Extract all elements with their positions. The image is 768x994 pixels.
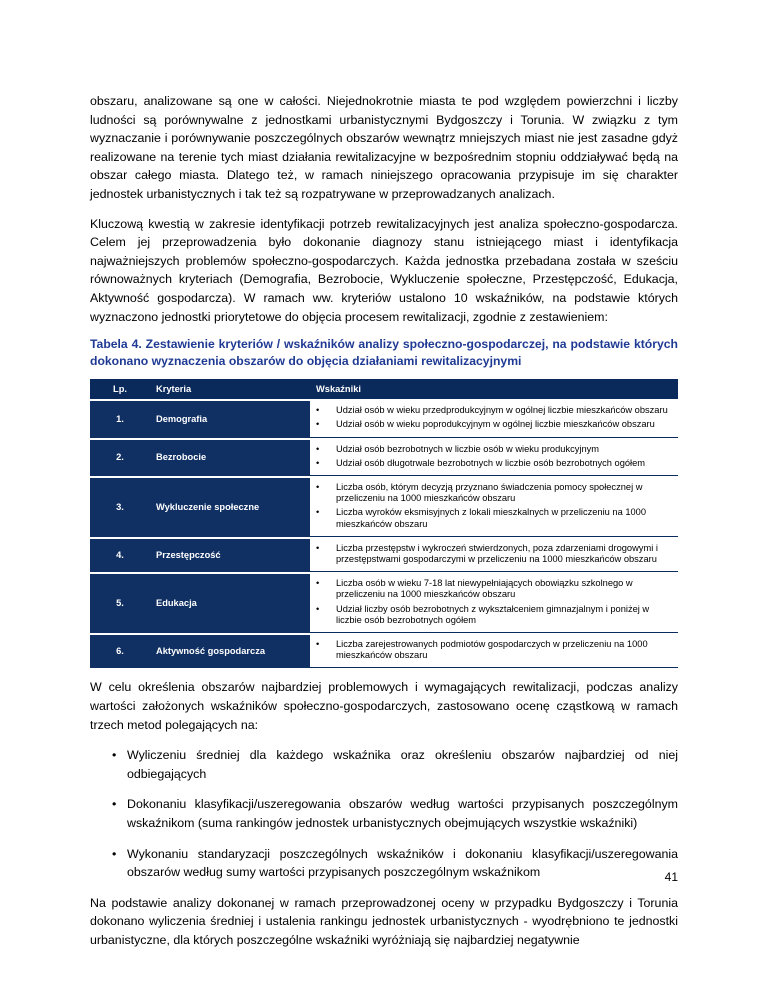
row-wskazniki xyxy=(310,440,678,476)
row-kryterium: Wykluczenie społeczne xyxy=(150,478,310,537)
row-lp: 2. xyxy=(90,440,150,476)
row-wskazniki xyxy=(310,401,678,437)
document-page xyxy=(90,92,678,950)
row-kryterium: Bezrobocie xyxy=(150,440,310,476)
table-row xyxy=(90,539,678,572)
method-item: • Dokonaniu klasyfikacji/uszeregowania obszarów według wartości przypisanych poszczególnym wskaźnikom (suma rankingów jednostek urbanistycznych obejmujących wszystkie wskaźniki) xyxy=(90,795,678,832)
row-lp: 3. xyxy=(90,478,150,537)
criteria-table-body xyxy=(90,401,678,668)
indicator-item: • Udział osób w wieku poprodukcyjnym w ogólnej liczbie mieszkańców obszaru xyxy=(310,419,672,430)
indicator-item: • Liczba osób, którym decyzją przyznano świadczenia pomocy społecznej w przeliczeniu na 1000 mieszkańców obszaru xyxy=(310,482,672,504)
header-lp: Lp. xyxy=(90,379,150,399)
row-lp: 4. xyxy=(90,539,150,572)
indicator-item: • Udział osób bezrobotnych w liczbie osób w wieku produkcyjnym xyxy=(310,444,672,455)
indicator-item: • Liczba przestępstw i wykroczeń stwierdzonych, poza zdarzeniami drogowymi i przestępstwami gospodarczymi w przeliczeniu na 1000 mieszkańców obszaru xyxy=(310,543,672,565)
row-kryterium: Aktywność gospodarcza xyxy=(150,635,310,668)
indicator-item: • Liczba wyroków eksmisyjnych z lokali mieszkalnych w przeliczeniu na 1000 mieszkańców obszaru xyxy=(310,507,672,529)
row-kryterium: Demografia xyxy=(150,401,310,437)
table-row xyxy=(90,401,678,437)
method-item: • Wykonaniu standaryzacji poszczególnych wskaźników i dokonaniu klasyfikacji/uszeregowania obszarów według sumy wartości przypisanych poszczególnym wskaźnikom xyxy=(90,845,678,882)
criteria-table xyxy=(90,377,678,670)
table-row xyxy=(90,574,678,633)
row-wskazniki xyxy=(310,478,678,537)
method-item: • Wyliczeniu średniej dla każdego wskaźnika oraz określeniu obszarów najbardziej od niej odbiegających xyxy=(90,746,678,783)
row-lp: 6. xyxy=(90,635,150,668)
paragraph-methods-intro: W celu określenia obszarów najbardziej problemowych i wymagających rewitalizacji, podczas analizy wartości założonych wskaźników społeczno-gospodarczych, zastosowano ocenę cząstkową w ramach trzech metod polegających na: xyxy=(90,680,678,732)
row-wskazniki xyxy=(310,635,678,668)
indicator-item: • Udział osób długotrwale bezrobotnych w liczbie osób bezrobotnych ogółem xyxy=(310,458,672,469)
header-kryteria: Kryteria xyxy=(150,379,310,399)
row-wskazniki xyxy=(310,539,678,572)
page-number: 41 xyxy=(664,870,678,884)
paragraph-conclusion: Na podstawie analizy dokonanej w ramach przeprowadzonej oceny w przypadku Bydgoszczy i Torunia dokonano wyliczenia średniej i ustalenia rankingu jednostek urbanistycznych - wyodrębniono te jednostki urbanistyczne, dla których poszczególne wskaźniki wyróżniają się najbardziej negatywnie xyxy=(90,895,678,947)
row-kryterium: Edukacja xyxy=(150,574,310,633)
header-wskazniki: Wskaźniki xyxy=(310,379,678,399)
row-lp: 5. xyxy=(90,574,150,633)
row-lp: 1. xyxy=(90,401,150,437)
indicator-item: • Udział liczby osób bezrobotnych z wykształceniem gimnazjalnym i poniżej w liczbie osób bezrobotnych ogółem xyxy=(310,604,672,626)
paragraph-intro: obszaru, analizowane są one w całości. Niejednokrotnie miasta te pod względem powierzchni i liczby ludności są porównywalne z jednostkami urbanistycznymi Bydgoszczy i Torunia. W związku z tym wyznaczanie i porównywanie poszczególnych obszarów wewnątrz mniejszych miast nie jest zasadne gdyż realizowane na terenie tych miast działania rewitalizacyjne w bezpośrednim stopniu oddziaływać będą na obszar całego miasta. Dlatego też, w ramach niniejszego opracowania przypisuje im się charakter jednostek urbanistycznych i tak też są rozpatrywane w przeprowadzanych analizach. xyxy=(90,94,678,201)
row-kryterium: Przestępczość xyxy=(150,539,310,572)
indicator-item: • Liczba zarejestrowanych podmiotów gospodarczych w przeliczeniu na 1000 mieszkańców obszaru xyxy=(310,639,672,661)
table-row xyxy=(90,635,678,668)
table-row xyxy=(90,440,678,476)
table-header-row xyxy=(90,379,678,399)
table-caption: Tabela 4. Zestawienie kryteriów / wskaźników analizy społeczno-gospodarczej, na podstawie których dokonano wyznaczenia obszarów do objęcia działaniami rewitalizacyjnymi xyxy=(90,337,678,368)
table-row xyxy=(90,478,678,537)
indicator-item: • Liczba osób w wieku 7-18 lat niewypełniających obowiązku szkolnego w przeliczeniu na 1000 mieszkańców obszaru xyxy=(310,578,672,600)
indicator-item: • Udział osób w wieku przedprodukcyjnym w ogólnej liczbie mieszkańców obszaru xyxy=(310,405,672,416)
paragraph-analysis: Kluczową kwestią w zakresie identyfikacji potrzeb rewitalizacyjnych jest analiza społeczno-gospodarcza. Celem jej przeprowadzenia było dokonanie diagnozy stanu istniejącego miast i identyfikacja najważniejszych problemów społeczno-gospodarczych. Każda jednostka przebadana została w sześciu równoważnych kryteriach (Demografia, Bezrobocie, Wykluczenie społeczne, Przestępczość, Edukacja, Aktywność gospodarcza). W ramach ww. kryteriów ustalono 10 wskaźników, na podstawie których wyznaczono jednostki priorytetowe do objęcia procesem rewitalizacji, zgodnie z zestawieniem: xyxy=(90,216,678,324)
row-wskazniki xyxy=(310,574,678,633)
methods-list xyxy=(90,746,678,882)
